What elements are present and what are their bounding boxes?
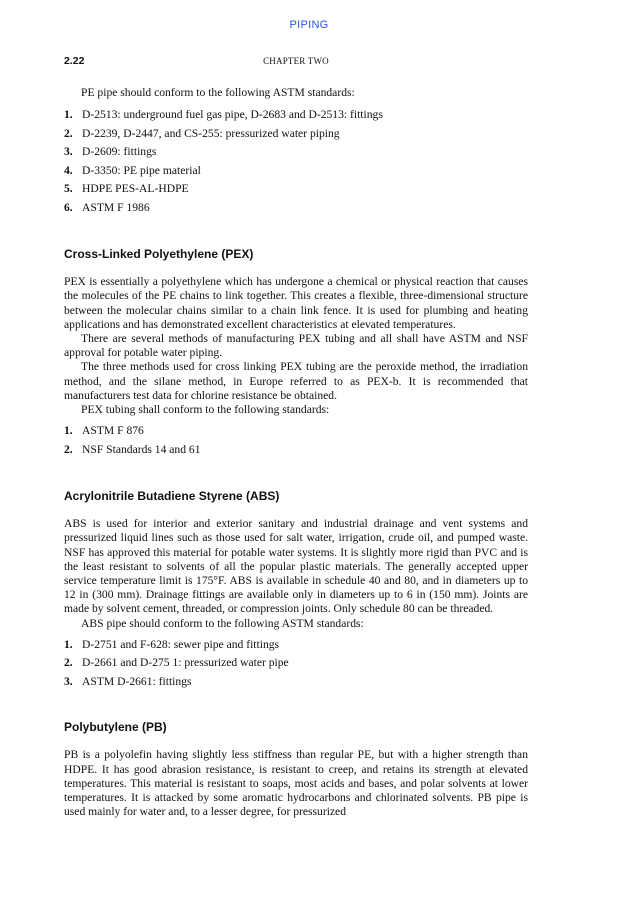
list-number: 2. — [64, 442, 73, 456]
list-item — [64, 162, 528, 181]
abs-paragraph-2: ABS pipe should conform to the following ASTM standards: — [81, 616, 364, 630]
list-text: HDPE PES-AL-HDPE — [82, 182, 189, 196]
list-text: D-2661 and D-275 1: pressurized water pipe — [82, 656, 289, 670]
list-number: 1. — [64, 637, 73, 651]
list-number: 3. — [64, 145, 73, 159]
list-item — [64, 654, 528, 673]
list-item — [64, 441, 528, 460]
list-text: D-2239, D-2447, and CS-255: pressurized water piping — [82, 126, 340, 140]
list-item — [64, 422, 528, 441]
list-item — [64, 106, 528, 125]
list-number: 5. — [64, 182, 73, 196]
abs-paragraph-1: ABS is used for interior and exterior sanitary and industrial drainage and vent systems and pressurized liquid lines such as those used for salt water, irrigation, crude oil, and pumped waste. NSF has approved this material for potable water systems. It is slightly more rigid than PVC and is the least resistant to solvents of all the popular plastic materials. The generally accepted upper service temperature limit is 175°F. ABS is available in schedule 40 and 80, and in diameters up to 12 in (300 mm). Drainage fittings are available only in diameters up to 6 in (150 mm). Joints are made by solvent cement, threaded, or compression joints. Only schedule 80 can be threaded. — [64, 517, 528, 616]
list-number: 4. — [64, 163, 73, 177]
list-item — [64, 125, 528, 144]
list-number: 1. — [64, 108, 73, 122]
pex-standards-list — [64, 422, 528, 459]
pex-heading: Cross-Linked Polyethylene (PEX) — [64, 247, 254, 262]
page-header — [64, 55, 528, 69]
pe-standards-list — [64, 106, 528, 217]
list-number: 2. — [64, 656, 73, 670]
abs-standards-list — [64, 636, 528, 692]
list-text: D-3350: PE pipe material — [82, 163, 201, 177]
running-head: PIPING — [289, 19, 329, 31]
list-item — [64, 143, 528, 162]
pe-intro: PE pipe should conform to the following ASTM standards: — [81, 86, 355, 99]
list-text: D-2513: underground fuel gas pipe, D-2683 and D-2513: fittings — [82, 108, 383, 122]
list-item — [64, 673, 528, 692]
pex-paragraph-2: There are several methods of manufacturing PEX tubing and all shall have ASTM and NSF approval for potable water piping. — [64, 332, 528, 360]
list-text: NSF Standards 14 and 61 — [82, 442, 201, 456]
list-item — [64, 180, 528, 199]
pex-paragraph-3: The three methods used for cross linking PEX tubing are the peroxide method, the irradiation method, and the silane method, in Europe referred to as PEX-b. It is recommended that manufacturers test data for chlorine resistance be obtained. — [64, 360, 528, 402]
list-item — [64, 199, 528, 218]
list-number: 1. — [64, 424, 73, 438]
list-text: ASTM D-2661: fittings — [82, 674, 192, 688]
page-content — [64, 86, 528, 819]
pb-heading: Polybutylene (PB) — [64, 720, 167, 735]
page-number: 2.22 — [64, 55, 85, 67]
list-text: ASTM F 1986 — [82, 200, 150, 214]
list-text: ASTM F 876 — [82, 424, 144, 438]
abs-heading: Acrylonitrile Butadiene Styrene (ABS) — [64, 489, 280, 504]
list-number: 2. — [64, 126, 73, 140]
list-text: D-2751 and F-628: sewer pipe and fittings — [82, 637, 280, 651]
chapter-title: CHAPTER TWO — [263, 56, 329, 66]
list-number: 6. — [64, 200, 73, 214]
list-item — [64, 636, 528, 655]
pb-paragraph-1: PB is a polyolefin having slightly less stiffness than regular PE, but with a higher strength than HDPE. It has good abrasion resistance, is resistant to creep, and retains its strength at elevated temperatures. This material is resistant to soaps, most acids and bases, and polar solvents at lower temperatures. It is attacked by some aromatic hydrocarbons and chlorinated solvents. PB pipe is used mainly for water and, to a lesser degree, for pressurized — [64, 748, 528, 819]
list-text: D-2609: fittings — [82, 145, 157, 159]
pex-paragraph-1: PEX is essentially a polyethylene which has undergone a chemical or physical reaction that causes the molecules of the PE chains to link together. This creates a flexible, three-dimensional structure between the molecular chains similar to a chain link fence. It is used for plumbing and heating applications and has demonstrated excellent characteristics at elevated temperatures. — [64, 275, 528, 331]
list-number: 3. — [64, 674, 73, 688]
pex-paragraph-4: PEX tubing shall conform to the following standards: — [81, 403, 330, 417]
